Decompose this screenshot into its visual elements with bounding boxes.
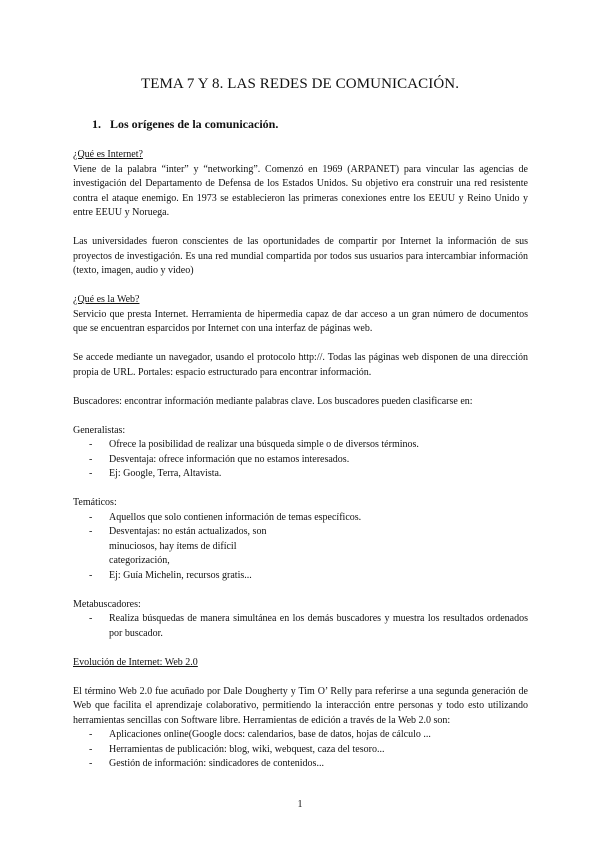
dash-bullet: - [89, 439, 93, 450]
label-metabuscadores: Metabuscadores: [73, 598, 141, 610]
paragraph-internet-universities: Las universidades fueron conscientes de las oportunidades de compartir por Internet la información de sus proyectos de investigación. Es una red mundial compartida por todos sus usuarios para intercambiar información (texto, imagen, audio y video) [73, 236, 528, 276]
list-item-text: Aquellos que solo contienen información de temas específicos. [109, 511, 362, 523]
list-item [73, 743, 528, 758]
list-item-text: Ofrece la posibilidad de realizar una búsqueda simple o de diversos términos. [109, 439, 419, 450]
list-item [73, 728, 528, 743]
document-title: TEMA 7 Y 8. LAS REDES DE COMUNICACIÓN. [140, 76, 460, 92]
list-item-text: Desventaja: ofrece información que no estamos interesados. [109, 453, 350, 465]
section-number: 1. [92, 117, 101, 131]
paragraph-web20: El término Web 2.0 fue acuñado por Dale Dougherty y Tim O’ Relly para referirse a una segunda generación de Web que facilita el aprendizaje colaborativo, permitiendo la interacción entre personas y todo esto utilizando herramientas sencillas con Software libre. Herramientas de edición a través de la Web 2.0 son: [73, 685, 528, 726]
list-item-text: Aplicaciones online(Google docs: calendarios, base de datos, hojas de cálculo ... [109, 729, 431, 740]
label-generalistas: Generalistas: [73, 424, 126, 436]
dash-bullet: - [89, 569, 93, 581]
list-item [73, 438, 528, 453]
list-item [73, 467, 528, 482]
dash-bullet: - [89, 468, 93, 479]
list-item [73, 511, 528, 526]
list-item [73, 757, 528, 772]
list-item-text: Ej: Google, Terra, Altavista. [109, 468, 222, 479]
list-tematicos [73, 511, 528, 584]
dash-bullet: - [89, 729, 93, 740]
list-item [73, 569, 528, 584]
page-number: 1 [297, 799, 303, 810]
paragraph-buscadores: Buscadores: encontrar información mediante palabras clave. Los buscadores pueden clasificarse en: [73, 395, 473, 407]
dash-bullet: - [89, 526, 93, 537]
dash-bullet: - [89, 511, 93, 523]
list-item [73, 453, 528, 468]
paragraph-internet-origin: Viene de la palabra “inter” y “networking”. Comenzó en 1969 (ARPANET) para vincular las agencias de investigación del Departamento de Defensa de los Estados Unidos. Su objetivo era construir una red resistente contra el ataque enemigo. En 1973 se establecieron las primeras conexiones entre los EEUU y Reino Unido y entre EEUU y Noruega. [73, 163, 528, 218]
label-tematicos: Temáticos: [73, 497, 117, 508]
dash-bullet: - [89, 453, 93, 465]
paragraph-web-access: Se accede mediante un navegador, usando el protocolo http://. Todas las páginas web disponen de una dirección propia de URL. Portales: espacio estructurado para encontrar información. [73, 352, 528, 378]
section-title: Los orígenes de la comunicación. [110, 117, 279, 131]
subheading-web: ¿Qué es la Web? [73, 294, 140, 305]
list-generalistas [73, 438, 528, 482]
dash-bullet: - [89, 743, 93, 755]
list-item [73, 525, 528, 569]
paragraph-web-service: Servicio que presta Internet. Herramienta de hipermedia capaz de dar acceso a un gran número de documentos que se encuentran esparcidos por Internet con una interfaz de páginas web. [73, 308, 528, 334]
list-item-text: Gestión de información: sindicadores de contenidos... [109, 758, 324, 769]
dash-bullet: - [89, 758, 93, 769]
list-metabuscadores [73, 612, 528, 641]
list-item-text: Herramientas de publicación: blog, wiki, webquest, caza del tesoro... [109, 743, 385, 755]
list-item-text: Realiza búsquedas de manera simultánea en los demás buscadores y muestra los resultados ordenados por buscador. [109, 613, 528, 639]
list-item [73, 612, 528, 641]
dash-bullet: - [89, 613, 93, 624]
subheading-evolucion: Evolución de Internet: Web 2.0 [73, 656, 198, 668]
section-heading [92, 117, 278, 132]
list-web20-tools [73, 728, 528, 772]
list-item-text: Ej: Guía Michelin, recursos gratis... [109, 569, 252, 581]
list-item-text: Desventajas: no están actualizados, son minuciosos, hay ítems de difícil categorización, [109, 526, 267, 566]
subheading-internet: ¿Qué es Internet? [73, 149, 143, 160]
document-body [73, 148, 528, 786]
